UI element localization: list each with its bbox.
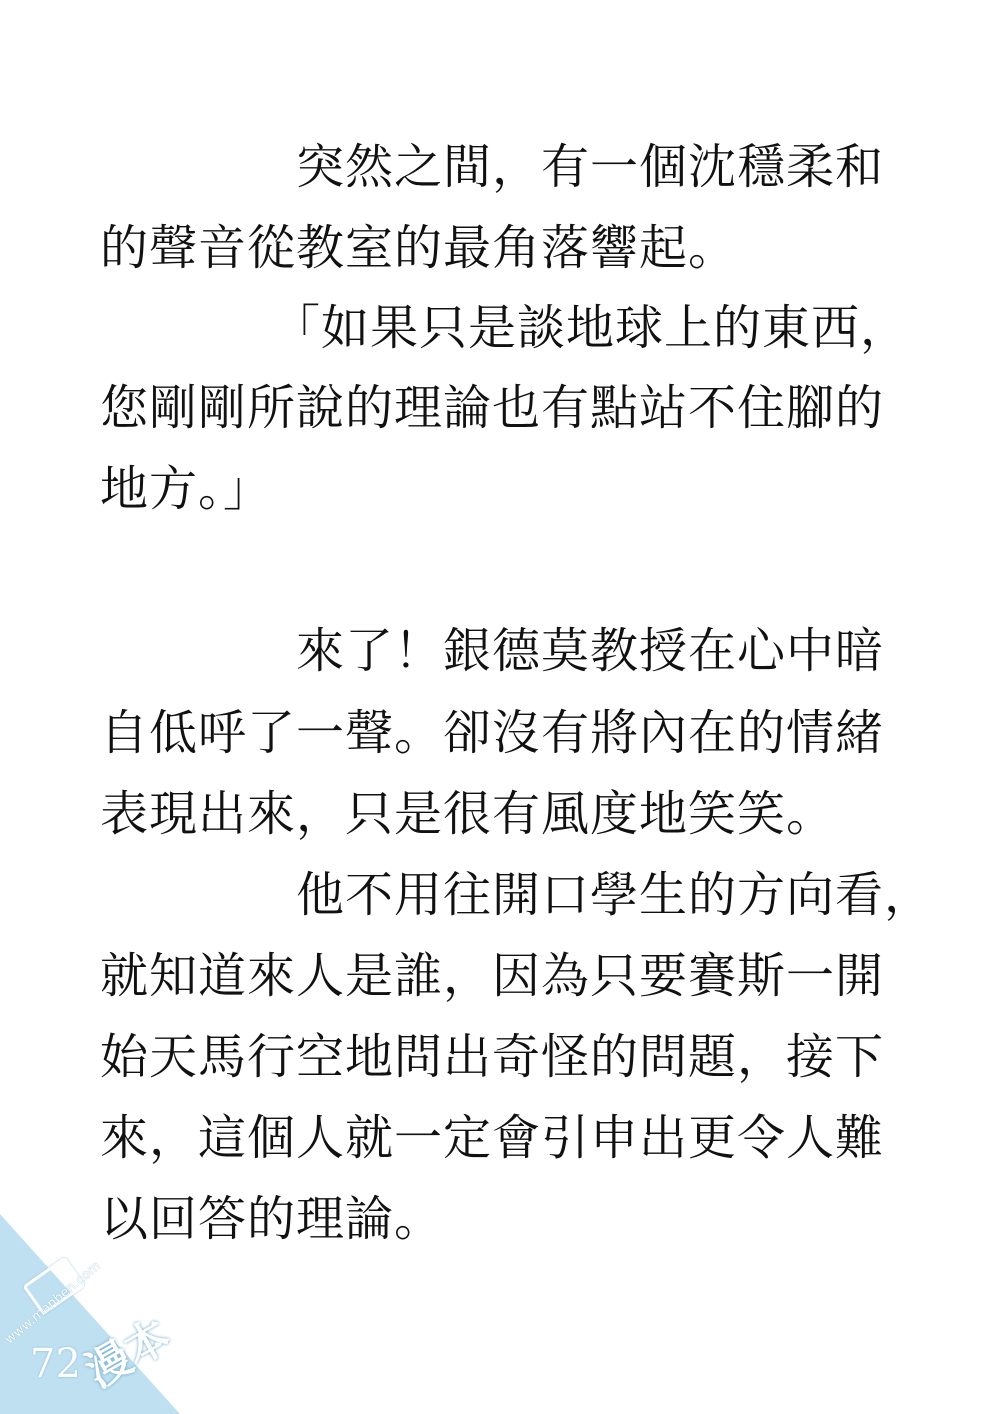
- watermark-text: 漫本: [77, 1309, 180, 1398]
- text-line: 表現出來，只是很有風度地笑笑。: [100, 786, 836, 842]
- text-line: 的聲音從教室的最角落響起。: [100, 220, 738, 276]
- text-line: 以回答的理論。: [100, 1191, 444, 1247]
- text-line: 他不用往開口學生的方向看，: [100, 867, 934, 923]
- text-line: 來，這個人就一定會引申出更令人難: [100, 1110, 885, 1166]
- text-line: 就知道來人是誰，因為只要賽斯一開: [100, 948, 885, 1004]
- text-line: 「如果只是談地球上的東西，: [100, 300, 910, 356]
- text-line: 始天馬行空地問出奇怪的問題，接下: [100, 1029, 885, 1085]
- text-line: 您剛剛所說的理論也有點站不住腳的: [100, 380, 885, 436]
- text-line: 突然之間，有一個沈穩柔和: [100, 139, 885, 195]
- text-line: 來了！銀德莫教授在心中暗: [100, 623, 885, 679]
- watermark-url: www.manben.com: [2, 1258, 104, 1348]
- page-number: 72: [30, 1341, 81, 1387]
- text-line: 地方。」: [100, 461, 273, 517]
- text-line: 自低呼了一聲。卻沒有將內在的情緒: [100, 705, 885, 761]
